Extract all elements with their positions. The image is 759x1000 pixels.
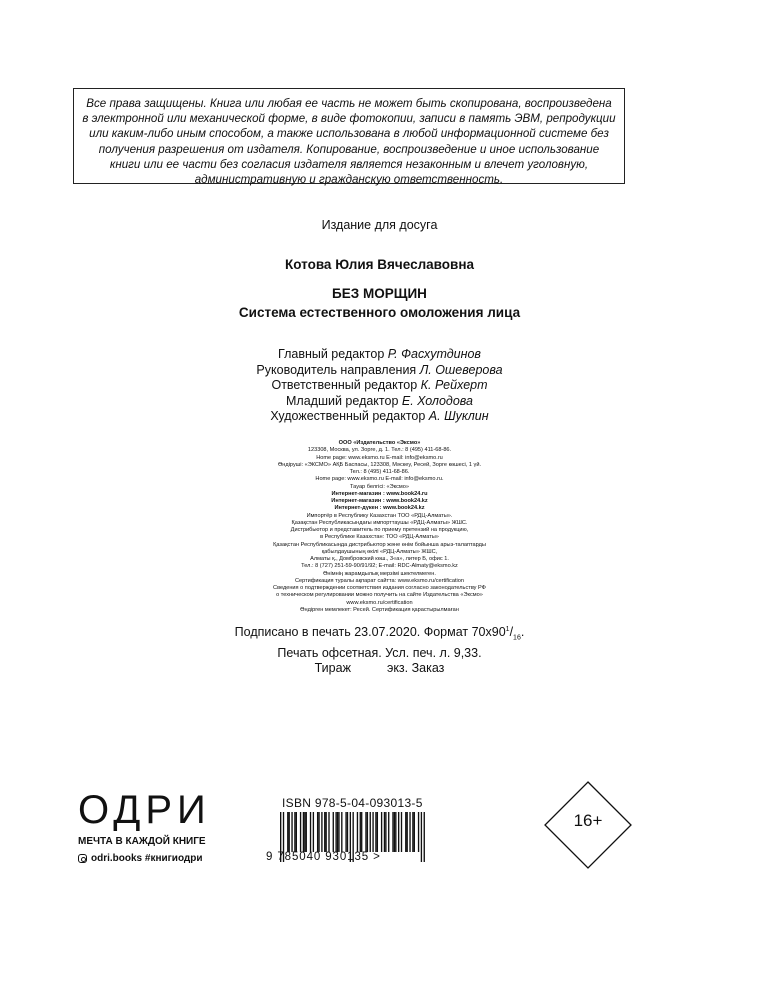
barcode-bar	[324, 812, 325, 852]
barcode-bar	[421, 812, 422, 862]
barcode-bar	[409, 812, 410, 852]
barcode-bar	[347, 812, 348, 852]
barcode-digits: 9 785040 930135 >	[266, 851, 381, 863]
barcode-bar	[333, 812, 334, 852]
edition-type: Издание для досуга	[321, 218, 438, 232]
barcode-bar	[405, 812, 406, 852]
barcode-bar	[321, 812, 322, 852]
barcode-bar	[338, 812, 339, 852]
barcode-bar	[407, 812, 408, 852]
print-line-1: Подписано в печать 23.07.2020. Формат $70х90^1/_{16}$.	[234, 625, 525, 642]
barcode-bar	[395, 812, 396, 852]
barcode-bar	[361, 812, 362, 852]
publisher-line: Өндіруші: «ЭКСМО» АҚБ Баспасы, 123308, Мәскеу, Ресей, Зорге көшесі, 1 үй.	[277, 461, 482, 468]
barcode-bar	[414, 812, 415, 852]
publisher-line: Өнімнің жарамдылық мерзімі шектелмеген.	[323, 570, 436, 577]
barcode-bar	[360, 812, 361, 852]
publisher-info	[0, 440, 759, 614]
barcode-bar	[375, 812, 376, 852]
publisher-line: Импортёр в Республику Казахстан ТОО «РДЦ-Алматы».	[306, 512, 453, 519]
publisher-line: Home page: www.eksmo.ru E-mail: info@eksmo.ru	[316, 454, 443, 461]
social-line	[78, 853, 203, 864]
barcode-bar	[294, 812, 295, 852]
odri-logo: ОДРИ	[78, 788, 211, 832]
publisher-line: ООО «Издательство «Эксмо»	[338, 440, 421, 446]
barcode-bar	[381, 812, 382, 852]
barcode-bar	[377, 812, 378, 852]
barcode-bar	[384, 812, 385, 852]
age-rating: 16+	[573, 811, 603, 830]
barcode-bar	[306, 812, 307, 852]
publisher-line: Тел.: 8 (727) 251-59-90/91/92; E-mail: RDC-Almaty@eksmo.kz	[301, 563, 458, 570]
copyright-notice-text: Все права защищены. Книга или любая ее часть не может быть скопирована, воспроизведена в электронной или механической форме, в виде фотокопии, записи в память ЭВМ, репродукции или каким-либо иным способом, а также использована в любой информационной системе без получения разрешения от издателя. Копирование, воспроизведение и иное использование книги или ее части без согласия издателя является незаконным и влечет уголовную, административную и гражданскую ответственность.	[82, 97, 616, 187]
credit-line: Младший редактор Е. Холодова	[286, 393, 473, 408]
isbn-label: ISBN 978-5-04-093013-5	[282, 796, 423, 810]
publisher-line: Home page: www.eksmo.ru E-mail: info@eksmo.ru.	[315, 476, 444, 483]
instagram-icon	[78, 854, 87, 863]
publisher-line: Интернет-магазин : www.book24.ru	[331, 490, 428, 497]
credit-line: Главный редактор Р. Фасхутдинов	[278, 347, 481, 361]
credit-line: Художественный редактор А. Шуклин	[270, 409, 489, 423]
publisher-line: Сертификация туралы ақпарат сайтта: www.eksmo.ru/certification	[294, 577, 464, 584]
barcode-bar	[291, 812, 292, 852]
publisher-line: Алматы қ., Домбровский көш., 3«а», литер Б, офис 1.	[310, 556, 449, 562]
barcode-bar	[296, 812, 297, 852]
barcode-bar	[310, 812, 311, 852]
publisher-line: қабылдаушының өкілі «РДЦ-Алматы» ЖШС,	[321, 548, 438, 555]
publisher-line: Интернет-магазин : www.book24.kz	[331, 498, 428, 504]
publisher-line: Тауар белгісі: «Эксмо»	[350, 483, 409, 490]
publisher-line: Өндірген мемлекет: Ресей. Сертификация қарастырылмаған	[300, 606, 459, 613]
barcode-bar	[328, 812, 329, 852]
barcode-bar	[357, 812, 358, 852]
barcode-bar	[365, 812, 366, 852]
book-subtitle: Система естественного омоложения лица	[238, 305, 521, 320]
author-name: Котова Юлия Вячеславовна	[284, 257, 474, 272]
barcode-bar	[370, 812, 371, 852]
publisher-line: Қазақстан Республикасында дистрибьютор және өнім бойынша арыз-талаптарды	[273, 541, 486, 548]
editorial-credits	[0, 347, 759, 425]
barcode-bar	[313, 812, 314, 852]
barcode-bar	[325, 812, 326, 852]
print-line-2: Печать офсетная. Усл. печ. л. 9,33.	[277, 645, 482, 660]
barcode-bar	[300, 812, 301, 852]
print-line-3: Тираж экз. Заказ	[314, 661, 445, 676]
barcode-bar	[385, 812, 386, 852]
social-handle: odri.books #книгиодри	[91, 853, 203, 864]
credit-line: Руководитель направления Л. Ошеверова	[256, 362, 503, 377]
print-info	[0, 622, 759, 676]
barcode-bar	[304, 812, 305, 852]
barcode-bar	[424, 812, 425, 862]
barcode-bar	[345, 812, 346, 852]
barcode-bar	[418, 812, 419, 852]
publisher-line: Интернет-дүкен : www.book24.kz	[334, 505, 425, 512]
barcode-bar	[412, 812, 413, 852]
barcode-bar	[398, 812, 399, 852]
barcode-bar	[388, 812, 389, 852]
publisher-line: в Республике Казахстан: ТОО «РДЦ-Алматы»	[320, 534, 439, 541]
barcode-bar	[335, 812, 336, 852]
publisher-line: о техническом регулировании можно получить на сайте Издательства «Эксмо»	[276, 592, 483, 599]
barcode-bar	[341, 812, 342, 852]
barcode-bar	[303, 812, 304, 852]
publisher-line: www.eksmo.ru/certification	[346, 599, 413, 606]
barcode-bar	[394, 812, 395, 852]
barcode-bar	[372, 812, 373, 852]
barcode-bar	[401, 812, 402, 852]
publisher-line: Сведения о подтверждении соответствия издания согласно законодательству РФ	[273, 585, 486, 591]
copyright-notice-box	[73, 88, 625, 187]
barcode-bar	[367, 812, 368, 852]
book-title: БЕЗ МОРЩИН	[332, 286, 427, 301]
publisher-line: 123308, Москва, ул. Зорге, д. 1. Тел.: 8 (495) 411-68-86.	[307, 447, 452, 454]
publisher-line: Қазақстан Республикасындағы импорттаушы «РДЦ-Алматы» ЖШС.	[291, 519, 468, 526]
publisher-line: Тел.: 8 (495) 411-68-86.	[349, 469, 410, 475]
barcode-bar	[287, 812, 288, 852]
barcode-bar	[289, 812, 290, 852]
barcode-bar	[317, 812, 318, 852]
publisher-line: Дистрибьютор и представитель по приему претензий на продукцию,	[290, 527, 469, 533]
barcode-bar	[318, 812, 319, 852]
barcode-bar	[392, 812, 393, 852]
barcode-bar	[337, 812, 338, 852]
brand-slogan: МЕЧТА В КАЖДОЙ КНИГЕ	[78, 836, 206, 847]
credit-line: Ответственный редактор К. Рейхерт	[271, 378, 488, 392]
